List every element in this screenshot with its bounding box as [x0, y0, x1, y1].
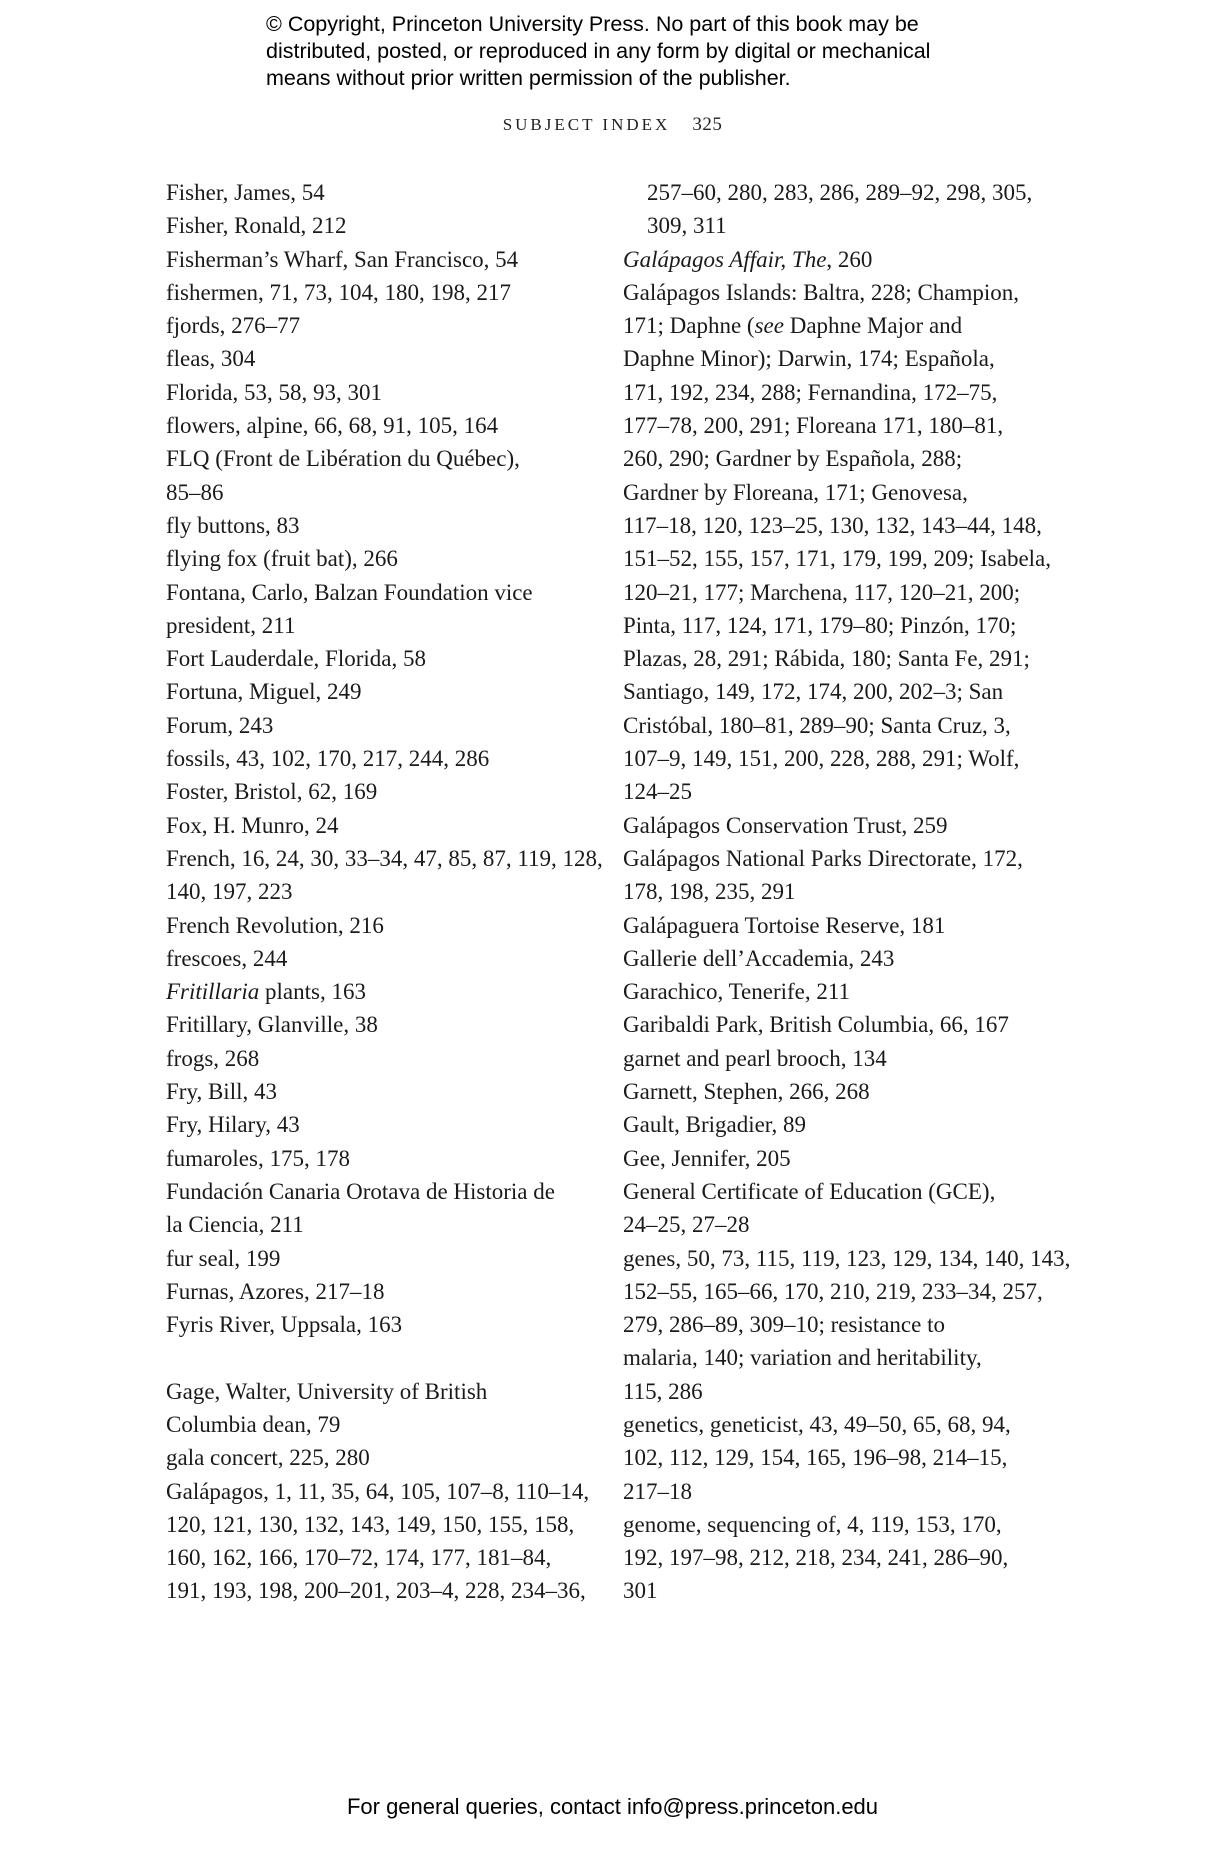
index-entry-line: 171; Daphne (see Daphne Major and	[623, 313, 963, 339]
index-entry	[623, 1142, 1048, 1175]
index-entry-line: Plazas, 28, 291; Rábida, 180; Santa Fe, 291;	[623, 646, 1030, 672]
copyright-line: means without prior written permission of the publisher.	[266, 66, 791, 90]
index-entry-line: Garnett, Stephen, 266, 268	[623, 1079, 870, 1105]
index-entry-line: Cristóbal, 180–81, 289–90; Santa Cruz, 3,	[623, 712, 1011, 738]
index-entry-line: la Ciencia, 211	[166, 1212, 304, 1238]
index-entry	[623, 1408, 1048, 1508]
index-entry-line: Galápagos, 1, 11, 35, 64, 105, 107–8, 110–14,	[166, 1478, 590, 1504]
index-entry-continued	[623, 176, 1048, 243]
index-entry	[166, 409, 576, 442]
index-entry-line: Daphne Minor); Darwin, 174; Española,	[623, 346, 995, 372]
index-entry-line: 140, 197, 223	[166, 879, 293, 905]
index-entry-line: 124–25	[623, 779, 692, 805]
index-entry-line: Fritillary, Glanville, 38	[166, 1012, 378, 1038]
index-entry-line: Fisherman’s Wharf, San Francisco, 54	[166, 246, 519, 272]
index-entry-line: president, 211	[166, 612, 296, 638]
index-entry-line: flowers, alpine, 66, 68, 91, 105, 164	[166, 413, 499, 439]
index-entry-line: genetics, geneticist, 43, 49–50, 65, 68, 94,	[623, 1411, 1011, 1437]
index-entry-line: Galápagos National Parks Directorate, 172,	[623, 845, 1023, 871]
index-entry	[166, 376, 576, 409]
index-entry-line: 178, 198, 235, 291	[623, 879, 796, 905]
index-entry	[166, 842, 603, 909]
index-column-right	[623, 176, 1071, 1608]
index-entry	[166, 942, 576, 975]
index-entry	[623, 975, 1048, 1008]
index-entry-line: fossils, 43, 102, 170, 217, 244, 286	[166, 746, 490, 772]
index-entry-line: French, 16, 24, 30, 33–34, 47, 85, 87, 119, 128,	[166, 845, 603, 871]
index-entry-line: Forum, 243	[166, 712, 274, 738]
index-entry-line: 120, 121, 130, 132, 143, 149, 150, 155, 158,	[166, 1511, 575, 1537]
index-entry-line: 107–9, 149, 151, 200, 228, 288, 291; Wolf,	[623, 746, 1020, 772]
index-entry-line: 102, 112, 129, 154, 165, 196–98, 214–15,	[623, 1445, 1008, 1471]
index-entry	[166, 975, 576, 1008]
index-entry	[166, 209, 576, 242]
running-head	[0, 114, 1225, 136]
index-entry-line: Gault, Brigadier, 89	[623, 1112, 807, 1138]
index-entry	[166, 675, 576, 708]
index-entry	[166, 442, 576, 509]
index-entry-line: General Certificate of Education (GCE),	[623, 1178, 996, 1204]
section-title: SUBJECT INDEX	[502, 115, 671, 134]
index-column-left	[166, 176, 603, 1608]
index-entry-line: Galápagos Affair, The, 260	[623, 246, 873, 272]
index-entry-line: 191, 193, 198, 200–201, 203–4, 228, 234–36,	[166, 1578, 586, 1604]
index-entry-line: Gardner by Floreana, 171; Genovesa,	[623, 479, 968, 505]
index-entry-line: 217–18	[623, 1478, 692, 1504]
index-entry-line: fleas, 304	[166, 346, 256, 372]
index-entry-line: garnet and pearl brooch, 134	[623, 1045, 887, 1071]
index-entry-line: malaria, 140; variation and heritability,	[623, 1345, 982, 1371]
index-entry	[166, 576, 576, 643]
index-entry-line: fumaroles, 175, 178	[166, 1145, 350, 1171]
index-entry-line: fishermen, 71, 73, 104, 180, 198, 217	[166, 279, 511, 305]
index-entry	[166, 775, 576, 808]
index-entry	[623, 276, 1052, 809]
index-entry-line: Gee, Jennifer, 205	[623, 1145, 791, 1171]
index-entry-line: Pinta, 117, 124, 171, 179–80; Pinzón, 170;	[623, 612, 1017, 638]
index-entry-line: Furnas, Azores, 217–18	[166, 1278, 385, 1304]
index-entry	[166, 1242, 576, 1275]
index-entry-line: 24–25, 27–28	[623, 1212, 750, 1238]
index-entry-line: frogs, 268	[166, 1045, 260, 1071]
index-entry	[166, 1142, 576, 1175]
index-entry-line: Gallerie dell’Accademia, 243	[623, 945, 895, 971]
index-entry-line: 160, 162, 166, 170–72, 174, 177, 181–84,	[166, 1545, 552, 1571]
index-entry-line: 192, 197–98, 212, 218, 234, 241, 286–90,	[623, 1545, 1009, 1571]
index-entry-line: 171, 192, 234, 288; Fernandina, 172–75,	[623, 379, 998, 405]
index-entry-line: Fry, Hilary, 43	[166, 1112, 300, 1138]
index-entry-line: Garibaldi Park, British Columbia, 66, 167	[623, 1012, 1009, 1038]
index-entry	[166, 176, 576, 209]
index-entry	[166, 1075, 576, 1108]
index-entry-line: Garachico, Tenerife, 211	[623, 979, 851, 1005]
index-entry-line: Fisher, Ronald, 212	[166, 213, 347, 239]
index-entry-line: Fox, H. Munro, 24	[166, 812, 339, 838]
index-entry-line: 152–55, 165–66, 170, 210, 219, 233–34, 257,	[623, 1278, 1043, 1304]
index-entry	[166, 1275, 576, 1308]
index-entry-line: Fry, Bill, 43	[166, 1079, 277, 1105]
index-entry	[166, 709, 576, 742]
index-entry-line: fly buttons, 83	[166, 512, 300, 538]
index-entry-line: Gage, Walter, University of British	[166, 1378, 488, 1404]
index-entry	[166, 642, 576, 675]
index-entry	[166, 742, 576, 775]
index-entry-line: 85–86	[166, 479, 224, 505]
index-entry-line: Galápagos Conservation Trust, 259	[623, 812, 948, 838]
index-entry-line: Fundación Canaria Orotava de Historia de	[166, 1178, 555, 1204]
index-entry-line: Santiago, 149, 172, 174, 200, 202–3; San	[623, 679, 1004, 705]
index-entry	[623, 1108, 1048, 1141]
index-entry	[166, 509, 576, 542]
page-number: 325	[692, 114, 723, 135]
index-entry-line: 117–18, 120, 123–25, 130, 132, 143–44, 148,	[623, 512, 1042, 538]
index-entry-line: 115, 286	[623, 1378, 703, 1404]
index-entry	[623, 1242, 1071, 1408]
footer-contact: For general queries, contact info@press.princeton.edu	[346, 1794, 879, 1819]
index-entry-line: frescoes, 244	[166, 945, 288, 971]
index-entry-line: 151–52, 155, 157, 171, 179, 199, 209; Isabela,	[623, 546, 1052, 572]
index-entry-line: fur seal, 199	[166, 1245, 281, 1271]
index-entry-line: Columbia dean, 79	[166, 1411, 341, 1437]
copyright-line: distributed, posted, or reproduced in any form by digital or mechanical	[266, 39, 931, 63]
index-entry-line: genes, 50, 73, 115, 119, 123, 129, 134, 140, 143,	[623, 1245, 1071, 1271]
index-entry	[166, 909, 576, 942]
index-entry	[623, 809, 1048, 842]
index-entry-line: Fisher, James, 54	[166, 180, 325, 205]
index-entry	[623, 1175, 1048, 1242]
copyright-notice	[266, 11, 1026, 92]
index-entry-line: 257–60, 280, 283, 286, 289–92, 298, 305,	[647, 180, 1033, 205]
index-entry-line: fjords, 276–77	[166, 313, 301, 339]
index-entry	[166, 542, 576, 575]
index-entry	[166, 809, 576, 842]
index-entry	[166, 1042, 576, 1075]
index-entry-line: French Revolution, 216	[166, 912, 384, 938]
index-entry-line: Fontana, Carlo, Balzan Foundation vice	[166, 579, 533, 605]
index-entry	[623, 243, 1048, 276]
index-entry	[166, 1008, 576, 1041]
index-entry	[166, 1475, 590, 1608]
index-entry-line: Florida, 53, 58, 93, 301	[166, 379, 382, 405]
index-entry	[166, 243, 576, 276]
index-entry	[623, 1008, 1048, 1041]
index-entry-line: Galápagos Islands: Baltra, 228; Champion,	[623, 279, 1020, 305]
index-entry-line: flying fox (fruit bat), 266	[166, 546, 398, 572]
index-entry-line: 301	[623, 1578, 658, 1604]
index-entry	[623, 1075, 1048, 1108]
index-entry	[166, 1375, 576, 1442]
index-entry-line: FLQ (Front de Libération du Québec),	[166, 446, 520, 472]
index-entry-line: Fritillaria plants, 163	[166, 979, 366, 1005]
index-entry-line: 177–78, 200, 291; Floreana 171, 180–81,	[623, 413, 1004, 439]
index-entry-line: 120–21, 177; Marchena, 117, 120–21, 200;	[623, 579, 1021, 605]
index-entry-line: Fort Lauderdale, Florida, 58	[166, 646, 426, 672]
index-entry-line: Fortuna, Miguel, 249	[166, 679, 362, 705]
copyright-line: © Copyright, Princeton University Press. No part of this book may be	[266, 12, 919, 36]
letter-group-gap	[166, 1341, 576, 1374]
index-entry	[166, 1308, 576, 1341]
index-entry-line: 260, 290; Gardner by Española, 288;	[623, 446, 963, 472]
index-entry	[623, 1508, 1048, 1608]
index-entry-line: 279, 286–89, 309–10; resistance to	[623, 1312, 945, 1338]
index-entry-line: Galápaguera Tortoise Reserve, 181	[623, 912, 946, 938]
index-entry	[623, 909, 1048, 942]
index-entry-line: Foster, Bristol, 62, 169	[166, 779, 378, 805]
index-entry	[623, 1042, 1048, 1075]
index-entry-line: 309, 311	[647, 213, 727, 239]
index-entry-line: genome, sequencing of, 4, 119, 153, 170,	[623, 1511, 1002, 1537]
index-entry	[166, 1441, 576, 1474]
index-entry	[166, 342, 576, 375]
index-entry	[166, 309, 576, 342]
index-entry	[166, 276, 576, 309]
index-entry-line: gala concert, 225, 280	[166, 1445, 370, 1471]
index-entry-line: Fyris River, Uppsala, 163	[166, 1312, 403, 1338]
index-entry	[623, 942, 1048, 975]
index-entry	[623, 842, 1048, 909]
index-entry	[166, 1175, 576, 1242]
index-entry	[166, 1108, 576, 1141]
